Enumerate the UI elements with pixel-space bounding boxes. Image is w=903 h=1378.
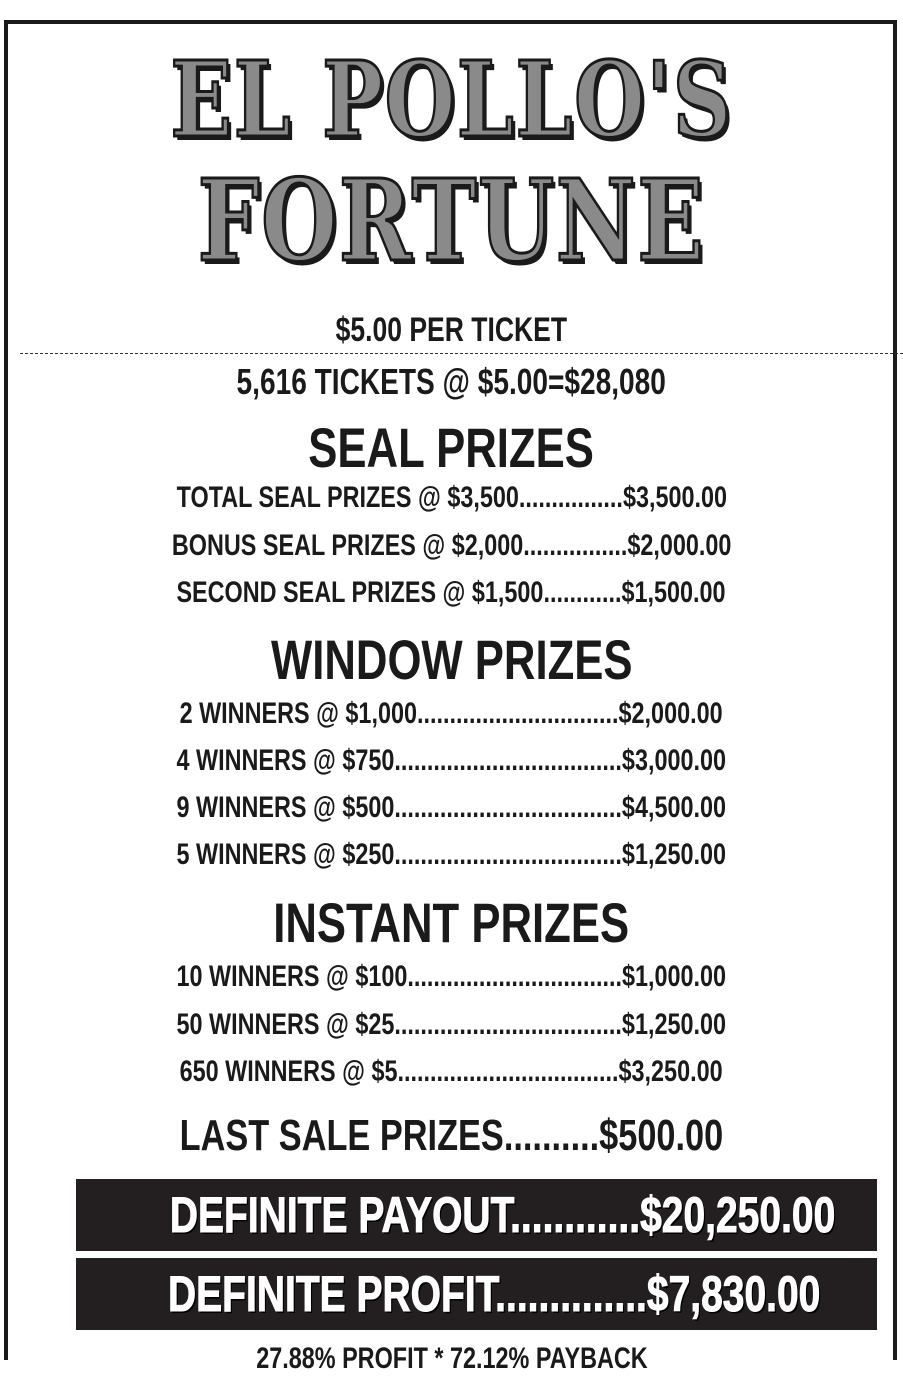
instant-prize-line: 50 WINNERS @ $25...................................$1,250.00 xyxy=(176,1008,727,1041)
seal-prize-line: TOTAL SEAL PRIZES @ $3,500................$3,500.00 xyxy=(176,481,727,514)
window-prize-line: 4 WINNERS @ $750...................................$3,000.00 xyxy=(176,744,727,777)
seal-prize-line: BONUS SEAL PRIZES @ $2,000................$2,000.00 xyxy=(171,529,732,562)
window-prize-line: 5 WINNERS @ $250...................................$1,250.00 xyxy=(176,838,727,871)
divider xyxy=(20,353,903,354)
ticket-price: $5.00 PER TICKET xyxy=(335,311,568,349)
seal-prizes-heading: SEAL PRIZES xyxy=(308,416,595,479)
window-prizes-heading: WINDOW PRIZES xyxy=(270,628,633,691)
definite-profit-banner: DEFINITE PROFIT..............$7,830.00 xyxy=(76,1258,877,1330)
instant-prizes-heading: INSTANT PRIZES xyxy=(273,891,630,954)
definite-payout-banner: DEFINITE PAYOUT............$20,250.00 xyxy=(76,1179,877,1251)
ticket-total: 5,616 TICKETS @ $5.00=$28,080 xyxy=(236,361,667,402)
logo-title-line-1: EL POLLO'S xyxy=(170,38,733,161)
last-sale-prizes: LAST SALE PRIZES..........$500.00 xyxy=(179,1111,724,1160)
logo-title-line-2: FORTUNE xyxy=(197,156,706,287)
instant-prize-line: 10 WINNERS @ $100.................................$1,000.00 xyxy=(176,960,727,993)
window-prize-line: 9 WINNERS @ $500...................................$4,500.00 xyxy=(176,791,727,824)
seal-prize-line: SECOND SEAL PRIZES @ $1,500............$1,500.00 xyxy=(176,576,727,609)
window-prize-line: 2 WINNERS @ $1,000...............................$2,000.00 xyxy=(179,697,724,730)
profit-payback-footer: 27.88% PROFIT * 72.12% PAYBACK xyxy=(255,1342,648,1375)
instant-prize-line: 650 WINNERS @ $5..................................$3,250.00 xyxy=(179,1055,724,1088)
